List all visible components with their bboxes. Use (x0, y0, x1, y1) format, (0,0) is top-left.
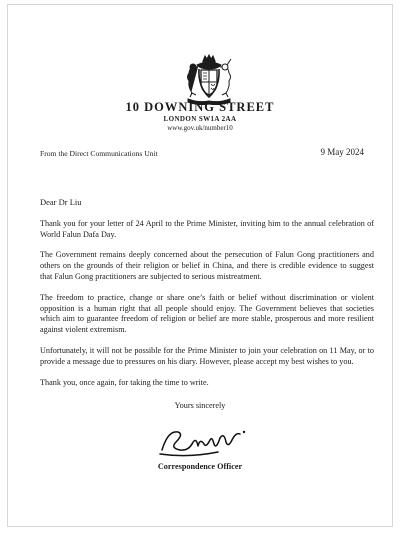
paragraph-3: The freedom to practice, change or share one’s faith or belief without discrimination or violent opposition is a human right that all people should enjoy. The Government believes that societies which aim to guarantee freedom of religion or belief are more stable, prosperous and more resilient against violent extremism. (40, 292, 374, 335)
salutation: Dear Dr Liu (40, 197, 82, 207)
address-website: www.gov.uk/number10 (167, 124, 233, 132)
letterhead-address (8, 100, 392, 133)
signatory-title: Correspondence Officer (157, 462, 243, 471)
paragraph-4: Unfortunately, it will not be possible for the Prime Minister to join your celebration on 11 May, or to provide a message due to pressures on his diary. However, please accept my best wishes to you. (40, 345, 374, 366)
paragraph-1: Thank you for your letter of 24 April to the Prime Minister, inviting him to the annual celebration of World Falun Dafa Day. (40, 218, 374, 239)
letter-date: 9 May 2024 (320, 147, 364, 157)
royal-coat-of-arms-icon (180, 53, 238, 105)
address-postcode: LONDON SW1A 2AA (163, 115, 237, 123)
sender-unit: From the Direct Communications Unit (40, 149, 158, 158)
paragraph-2: The Government remains deeply concerned about the persecution of Falun Gong practitioners and others on the grounds of their religion or belief in China, and there is credible evidence to suggest that Falun Gong practitioners are subjected to serious mistreatment. (40, 250, 374, 281)
address-street: 10 DOWNING STREET (125, 100, 275, 114)
letter-page (7, 4, 393, 527)
letter-body (40, 197, 374, 398)
paragraph-5: Thank you, once again, for taking the time to write. (40, 377, 209, 387)
closing: Yours sincerely (174, 401, 226, 410)
handwritten-signature-icon (158, 420, 260, 458)
